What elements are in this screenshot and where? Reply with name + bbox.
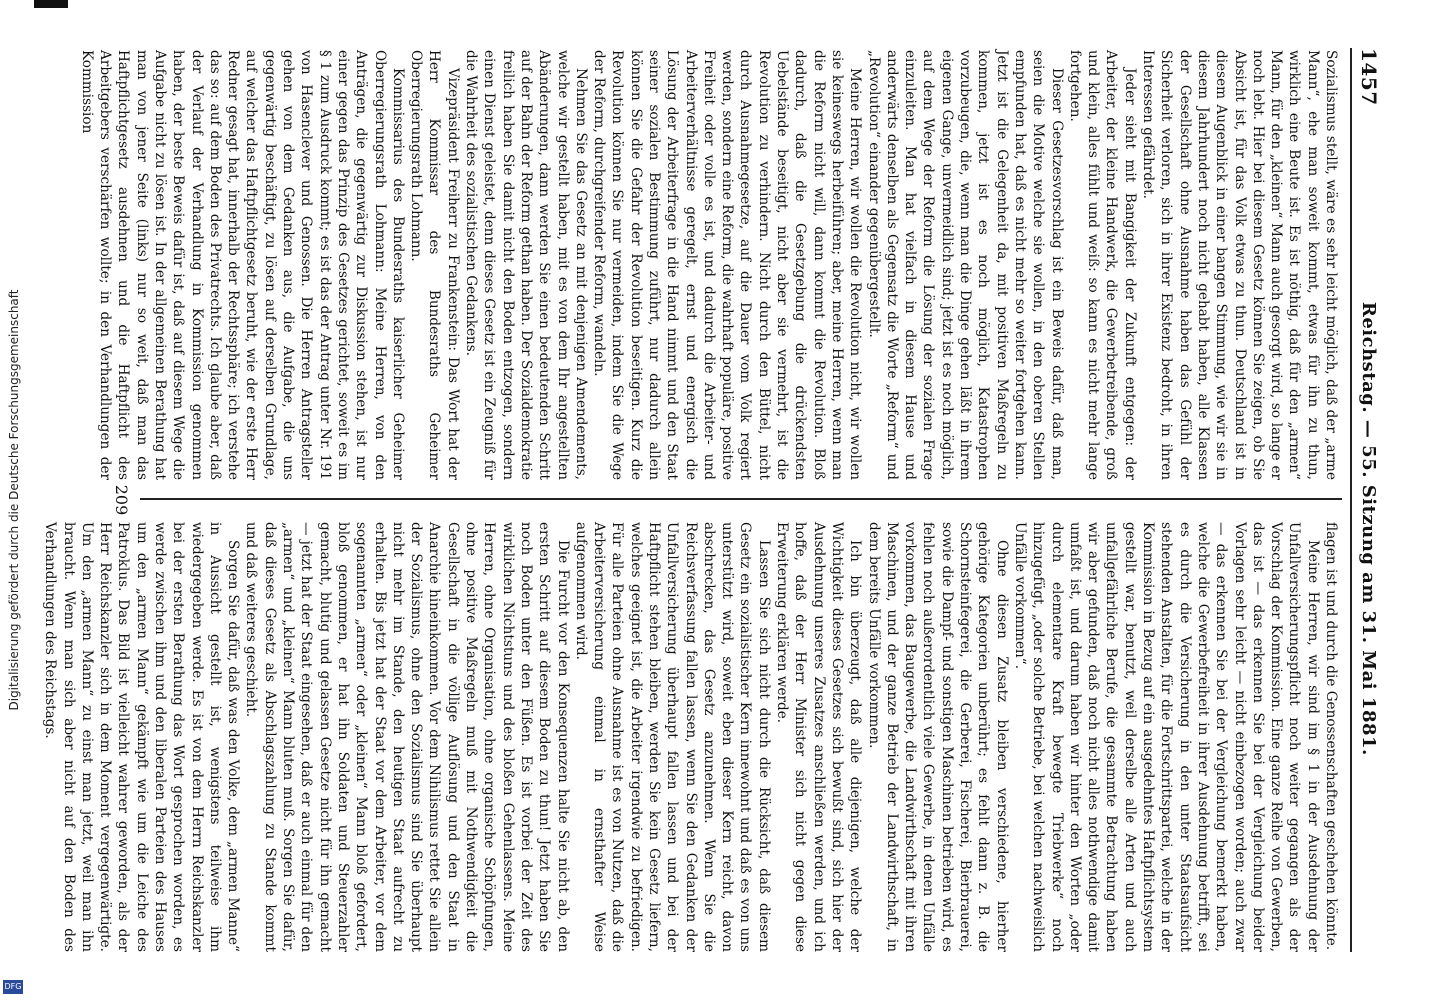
column-divider xyxy=(140,498,1342,500)
left-column xyxy=(78,50,1340,480)
paragraph: Die Furcht vor den Konsequenzen halte Sie nicht ab, den ersten Schritt auf diesem Boden zu thun! Jetzt haben Sie noch Boden unter den Füßen. Es ist vorbei der Zeit des wirklichen Nichtstuns und des bloßen Gehenlassens. Meine Herren, ohne Organisation, ohne organische Schöpfungen, ohne positive Maßregeln muß mit Nothwendigkeit die Gesellschaft in die völlige Auflösung und den Staat in Anarchie hineinkommen. Vor dem Nihilismus rettet Sie allein der Sozialismus, ohne den Sozialismus sind Sie überhaupt nicht mehr im Stande, den heutigen Staat aufrecht zu erhalten. Bis jetzt hat der Staat vor dem Arbeiter, vor dem sogenannten „armen“ oder „kleinen“ Mann bloß gefordert, bloß genommen, er hat ihn Soldaten und Steuerzahler gemacht, blutig und gelassen Gesetze nicht für ihn gemacht — jetzt hat der Staat eingesehen, daß er auch einmal für den „armen“ und „kleinen“ Mann bluten muß. Sorgen Sie dafür, daß dieses Gesetz als Abschlagszahlung zu Stande kommt und daß weiteres geschieht. xyxy=(243,522,571,952)
digitization-credit: Digitalisierung gefördert durch die Deutsche Forschungsgemeinschaft xyxy=(7,289,21,711)
paragraph: Sozialismus stellt, wäre es sehr leicht möglich, daß der „arme Mann“, ehe man soweit kommt, etwas für ihn zu thun, wirklich eine Beute ist. Es ist nöthig, daß für den „armen“ Mann, für den „kleinen“ Mann auch gesorgt wird, so lange er noch lebt. Hier bei diesem Gesetz können Sie zeigen, ob Sie Absicht ist, für das Volk etwas zu thun. Deutschland ist in diesem Augenblick in einer bangen Stimmung, wie wir sie in diesem Jahrhundert noch nicht gehabt haben, alle Klassen der Gesellschaft ohne Ausnahme haben das Gefühl der Sicherheit verloren, sich in ihrer Existenz bedroht, in ihren Interessen gefährdet. xyxy=(1140,50,1339,480)
paragraph: Nehmen Sie das Gesetz an mit denjenigen Amendements, welche wir gestellt haben, mit es von dem Ihr angestellten Abänderungen, dann werden Sie einen bedeutenden Schritt auf der Bahn der Reform gethan haben. Der Sozialdemokratie freilich haben Sie damit nicht den Boden entzogen, sondern einen Dienst geleistet, denn dieses Gesetz ist ein Zeugniß für die Wahrheit des sozialistischen Gedankens. xyxy=(463,50,589,480)
scanned-page xyxy=(42,0,1432,1000)
paragraph: Ohne diesen Zusatz bleiben verschiedene, hierher gehörige Kategorien unberührt; es fehlt dann z. B. die Schornsteinfegerei, die Gerberei, Fischerei, Bierbrauerei, sowie die Dampf- und sonstigen Maschinen betrieben wird, es fehlen noch außerordentlich viele Gewerbe, in denen Unfälle vorkommen, das Baugewerbe, die Landwirthschaft mit ihren Maschinen, und der ganze Betrieb der Landwirthschaft, in dem bereits Unfälle vorkommen. xyxy=(865,522,1010,952)
paragraph: Kommissarius des Bundesraths kaiserlicher Geheimer Oberregierungsrath Lohmann: Meine Herren, von den Anträgen, die gegenwärtig zur Diskussion stehen, ist nur einer gegen das Prinzip des Gesetzes gerichtet, soweit es im § 1 zum Ausdruck kommt; es ist das der Antrag unter Nr. 191 von Hasenclever und Genossen. Die Herren Antragsteller gehen von dem Gedanken aus, die Aufgabe, die uns gegenwärtig beschäftigt, zu lösen auf derselben Grundlage, auf welcher das Haftpflichtgesetz beruht, wie der erste Herr Redner gesagt hat, innerhalb der Rechtssphäre; ich verstehe das so: auf dem Boden des Privatrechts. Ich glaube aber, daß der Verlauf der Verhandlung in Kommission genommen haben, der beste Beweis dafür ist, daß auf diesem Wege die Aufgabe nicht zu lösen ist. In der allgemeinen Berathung hat man von jener Seite (links) nur so weit, daß man das Haftpflichtgesetz ausdehnen und die Haftpflicht des Arbeitgebers verschärfen wollte; in den Verhandlungen der Kommission xyxy=(78,50,406,480)
paragraph: Dieser Gesetzesvorschlag ist ein Beweis dafür, daß man, seien die Motive welche sie wollen, in den oberen Stellen empfunden hat, daß es nicht mehr so weiter fortgehen kann. Jetzt ist die Gelegenheit da, mit positiven Maßregeln zu kommen, jetzt ist es noch möglich, Katastrophen vorzubeugen, die, wenn man die Dinge gehen läßt in ihrem eigenen Gange, unvermeidlich sind; jetzt ist es noch möglich, auf dem Wege der Reform die Lösung der sozialen Frage einzuleiten. Man hat vielfach in diesem Hause und anderwärts denselben als Gegensatz die Worte „Reform“ und „Revolution“ einander gegenübergestellt. xyxy=(865,50,1065,480)
header-title: Reichstag. — 55. Sitzung am 31. Mai 1881. xyxy=(1358,301,1380,756)
paragraph: Meine Herren, wir sind im § 1 in der Ausdehnung der Unfallversicherungspflicht noch weiter gegangen als der Vorschlag der Kommission. Eine ganze Reihe von Gewerben, das ist — das erkennen Sie bei der Vergleichung beider Vorlagen sehr leicht — nicht einbezogen worden; auch zwar — das erkennen Sie bei der Vergleichung bemerkt haben, welche die Gewerbefreiheit in ihrer Ausdehnung betrifft, sei es durch die Versicherung in den unter Staatsaufsicht stehenden Anstalten, für die Fortschrittspartei, welche in der Kommission in Bezug auf ein ausgedehntes Haftpflichtsystem gestellt war, benutzt, weil derselbe alle Arten und auch unfallgefährliche Berufe, die gesammte Betrachtung haben wir aber gefunden, daß noch nicht alles nothwendige damit umfaßt ist, und darum haben wir hinter den Worten „oder durch elementare Kraft bewegte Triebwerke“ noch hinzugefügt, „oder solche Betriebe, bei welchen nachweislich Unfälle vorkommen“. xyxy=(1011,522,1321,952)
paragraph: Sorgen Sie dafür, daß was den Volke, dem „armen Manne“ in Aussicht gestellt ist, wenigstens teilweise ihm wiedergegeben werde. Es ist von dem Herrn Reichskanzler bei der ersten Berathung das Wort gesprochen worden, es werde zwischen ihm und den liberalen Parteien des Hauses um den „armen Mann“ gekämpft wie um die Leiche des Patroklus. Das Bild ist vielleicht wahrer geworden, als der Herr Reichskanzler sich in dem Moment vergegenwärtigte. Um den „armen Mann“ zu einst man jetzt, weil man ihn braucht. Wenn man sich aber nicht auf den Boden des Verhandlungen des Reichstags. xyxy=(42,522,242,952)
paragraph: Lassen Sie sich nicht durch die Rücksicht, daß diesem Gesetz ein sozialistischer Kern innewohnt und daß es von uns unterstützt wird, soweit eben dieser Kern reicht, davon abschrecken, das Gesetz anzunehmen. Wenn Sie die Reichsverfassung fallen lassen, wenn Sie den Gedanken der Unfallversicherung überhaupt fallen lassen und bei der Haftpflicht stehen bleiben, werden Sie kein Gesetz liefern, welches geeignet ist, die Arbeiter irgendwie zu befriedigen. Für alle Parteien ohne Ausnahme ist es von Nutzen, daß die Arbeiterversicherung einmal in ernsthafter Weise aufgenommen wird. xyxy=(572,522,772,952)
right-column xyxy=(42,522,1340,952)
header-page-number: 1457 xyxy=(1357,48,1381,106)
rotated-page-content xyxy=(42,20,1400,980)
running-header xyxy=(1350,48,1386,952)
paragraph: Vizepräsident Freiherr zu Frankenstein: Das Wort hat der Herr Kommissar des Bundesraths Geheimer Oberregierungsrath Lohmann. xyxy=(408,50,461,480)
paragraph: Meine Herren, wir wollen die Revolution nicht, wir wollen sie keineswegs herbeiführen; aber, meine Herren, wenn man die Reform nicht will, dann kommt die Revolution. Bloß dadurch, daß die Gesetzgebung die drückendsten Uebelstände beseitigt, nicht aber sie vermehrt, ist die Revolution zu verhindern. Nicht durch den Büttel, nicht durch Ausnahmegesetze, auf die Dauer vom Volk regiert werden, sondern eine Reform, die wahrhaft populäre, positive Freiheit oder volle es ist, und dadurch die Arbeiter- und Arbeiterverhältnisse geregelt, ernst und energisch die Lösung der Arbeiterfrage in die Hand nimmt und den Staat seiner sozialen Bestimmung zuführt, nur dadurch allein können Sie die Gefahr der Revolution beseitigen. Kurz die Revolution können Sie nur vermeiden, indem Sie die Wege der Reform, durchgreifender Reform, wandeln. xyxy=(591,50,864,480)
dfg-logo: DFG xyxy=(3,980,23,994)
digitization-sidebar xyxy=(0,0,34,1000)
paragraph: Jeder sieht mit Bangigkeit der Zukunft entgegen: der Arbeiter, der kleine Handwerk, die Gewerbetreibende, groß und klein, alles fühlt und weiß: so kann es nicht mehr lange fortgehen. xyxy=(1066,50,1138,480)
paragraph: flagen ist und durch die Genossenschaften geschehen könnte. xyxy=(1323,522,1339,951)
paragraph: Ich bin überzeugt, daß alle diejenigen, welche der Wichtigkeit dieses Gesetzes sich bewußt sind, sich hier der Ausdehnung unseres Zusatzes anschließen werden, und ich hoffe, daß der Herr Minister sich nicht gegen diese Erweiterung erklären werde. xyxy=(774,522,864,952)
signature-number: 209 xyxy=(112,484,131,516)
